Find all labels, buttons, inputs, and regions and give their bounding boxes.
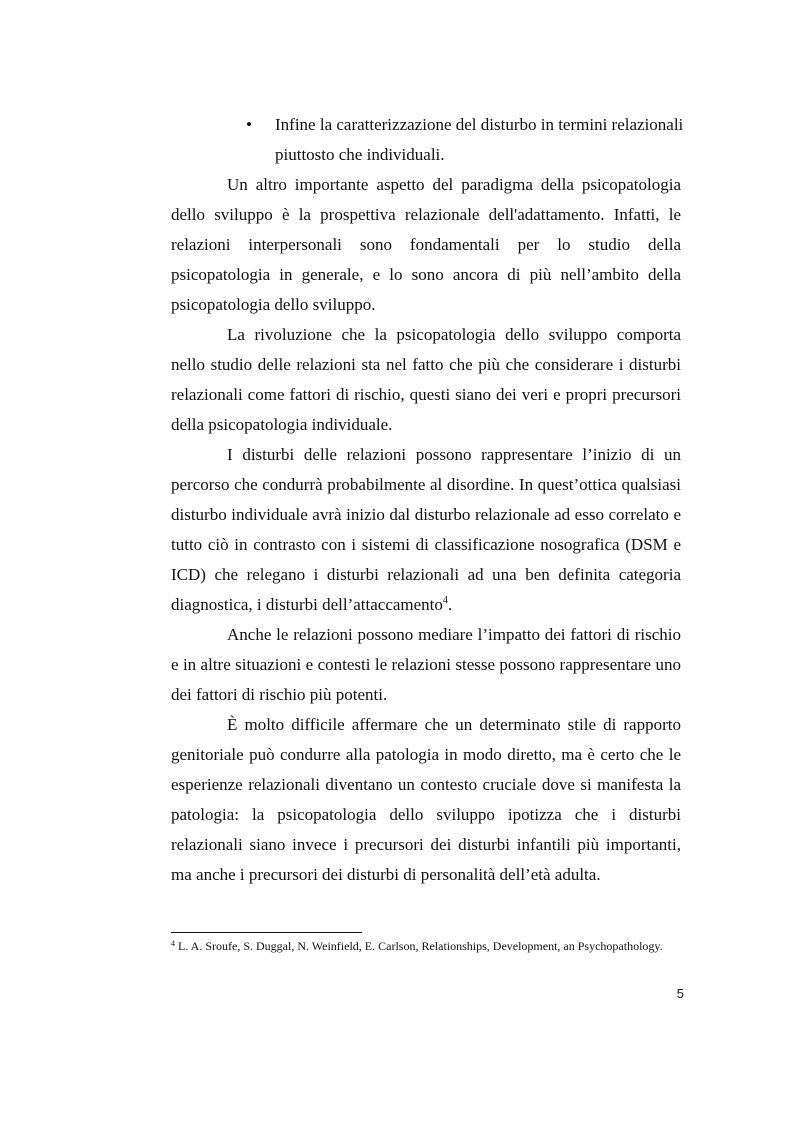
paragraph-3-end: . [447,595,453,614]
paragraph-3 [171,440,681,620]
bullet-text: Infine la caratterizzazione del disturbo in termini relazionali piuttosto che individuali. [275,115,684,164]
paragraph-1-text: Un altro importante aspetto del paradigma della psicopatologia dello sviluppo è la prospettiva relazionale dell'adattamento. Infatti, le relazioni interpersonali sono fondamentali per lo studio della psicopatologia in generale, e lo sono ancora di più nell’ambito della psicopatologia dello sviluppo. [171,175,681,314]
paragraph-4-text: Anche le relazioni possono mediare l’impatto dei fattori di rischio e in altre situazioni e contesti le relazioni stesse possono rappresentare uno dei fattori di rischio più potenti. [171,625,681,704]
paragraph-5 [171,710,681,890]
paragraph-5-text: È molto difficile affermare che un determinato stile di rapporto genitoriale può condurre alla patologia in modo diretto, ma è certo che le esperienze relazionali diventano un contesto cruciale dove si manifesta la patologia: la psicopatologia dello sviluppo ipotizza che i disturbi relazionali siano invece i precursori dei disturbi infantili più importanti, ma anche i precursori dei disturbi di personalità dell’età adulta. [171,715,681,884]
footnote [171,938,681,955]
footnote-reference: 4 [442,595,448,606]
paragraph-2 [171,320,681,440]
paragraph-3-text: I disturbi delle relazioni possono rappresentare l’inizio di un percorso che condurrà probabilmente al disordine. In quest’ottica qualsiasi disturbo individuale avrà inizio dal disturbo relazionale ad esso correlato e tutto ciò in contrasto con i sistemi di classificazione nosografica (DSM e ICD) che relegano i disturbi relazionali ad una ben definita categoria diagnostica, i disturbi dell’attaccamento [171,445,681,614]
paragraph-4 [171,620,681,710]
footnote-separator [171,932,362,933]
footnote-text: L. A. Sroufe, S. Duggal, N. Weinfield, E. Carlson, Relationships, Development, an Psychopathology. [175,939,663,953]
bullet-marker: • [246,115,252,134]
paragraph-2-text: La rivoluzione che la psicopatologia dello sviluppo comporta nello studio delle relazioni sta nel fatto che più che considerare i disturbi relazionali come fattori di rischio, questi siano dei veri e propri precursori della psicopatologia individuale. [171,325,681,434]
paragraph-1 [171,170,681,320]
page-number: 5 [676,986,684,1001]
body-text [171,170,681,890]
bullet-item [246,110,686,170]
footnote-number: 4 [171,939,175,948]
